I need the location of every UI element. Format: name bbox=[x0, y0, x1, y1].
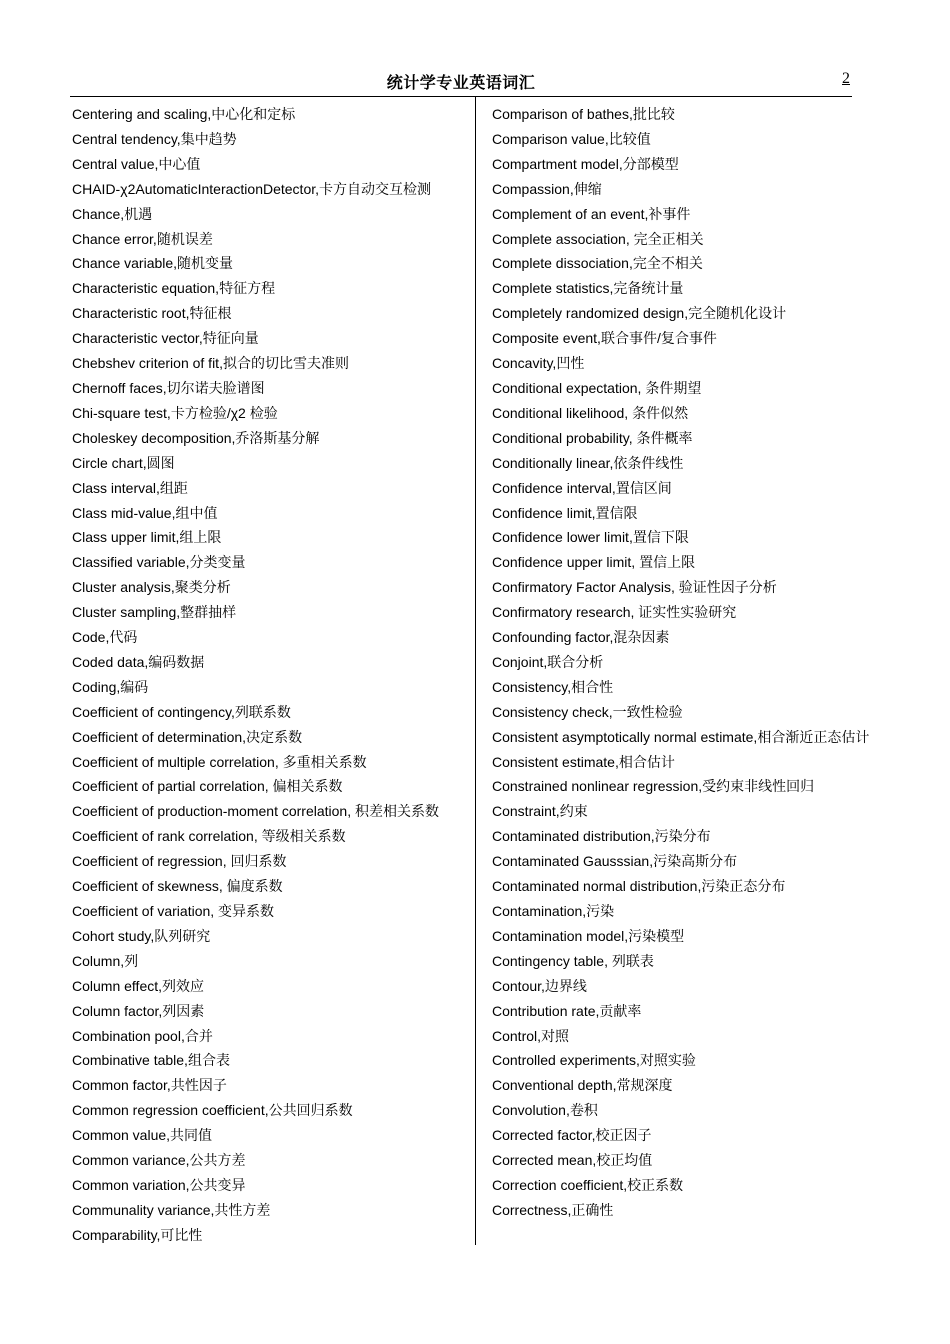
term-entry: Cluster sampling,整群抽样 bbox=[72, 604, 237, 621]
term-entry: Conditional expectation, 条件期望 bbox=[492, 379, 702, 396]
term-entry: Coding,编码 bbox=[72, 678, 149, 695]
term-entry: Communality variance,共性方差 bbox=[72, 1201, 271, 1218]
term-entry: Confidence lower limit,置信下限 bbox=[492, 529, 689, 546]
term-entry: Consistent asymptotically normal estimate,相合渐近正态估计 bbox=[492, 728, 870, 745]
term-entry: Coefficient of rank correlation, 等级相关系数 bbox=[72, 828, 346, 845]
term-entry: Cluster analysis,聚类分析 bbox=[72, 579, 231, 596]
term-entry: Control,对照 bbox=[492, 1027, 570, 1044]
term-entry: Classified variable,分类变量 bbox=[72, 554, 246, 571]
term-entry: Consistency check,一致性检验 bbox=[492, 703, 683, 720]
term-entry: Contour,边界线 bbox=[492, 977, 587, 994]
term-entry: Common variation,公共变异 bbox=[72, 1176, 246, 1193]
term-entry: Comparability,可比性 bbox=[72, 1226, 203, 1243]
term-entry: Common variance,公共方差 bbox=[72, 1152, 246, 1169]
term-entry: Column,列 bbox=[72, 952, 139, 969]
term-entry: Conjoint,联合分析 bbox=[492, 653, 604, 670]
page-header bbox=[70, 64, 852, 97]
term-entry: Consistent estimate,相合估计 bbox=[492, 753, 675, 770]
right-term-column bbox=[492, 102, 872, 1223]
term-entry: Confidence limit,置信限 bbox=[492, 504, 638, 521]
term-entry: Confirmatory research, 证实性实验研究 bbox=[492, 604, 737, 621]
term-entry: Complete association, 完全正相关 bbox=[492, 230, 704, 247]
term-entry: Contaminated Gausssian,污染高斯分布 bbox=[492, 853, 738, 870]
term-entry: Contribution rate,贡献率 bbox=[492, 1002, 642, 1019]
term-entry: Completely randomized design,完全随机化设计 bbox=[492, 305, 787, 322]
term-entry: Centering and scaling,中心化和定标 bbox=[72, 106, 296, 122]
term-entry: Compartment model,分部模型 bbox=[492, 155, 679, 172]
term-entry: Contamination model,污染模型 bbox=[492, 927, 685, 944]
term-entry: Conditional probability, 条件概率 bbox=[492, 429, 693, 446]
term-entry: Central value,中心值 bbox=[72, 155, 201, 172]
term-entry: Choleskey decomposition,乔洛斯基分解 bbox=[72, 429, 320, 446]
term-entry: Central tendency,集中趋势 bbox=[72, 130, 237, 147]
term-entry: Convolution,卷积 bbox=[492, 1102, 598, 1119]
term-entry: Combination pool,合并 bbox=[72, 1027, 213, 1044]
column-divider bbox=[475, 97, 476, 1245]
term-entry: Common value,共同值 bbox=[72, 1127, 213, 1144]
term-entry: Conventional depth,常规深度 bbox=[492, 1077, 673, 1094]
term-entry: Cohort study,队列研究 bbox=[72, 927, 211, 944]
term-entry: Constraint,约束 bbox=[492, 803, 588, 820]
term-entry: Coefficient of variation, 变异系数 bbox=[72, 903, 275, 919]
term-entry: Controlled experiments,对照实验 bbox=[492, 1052, 696, 1069]
term-entry: Confounding factor,混杂因素 bbox=[492, 629, 670, 646]
term-entry: Chance error,随机误差 bbox=[72, 230, 213, 247]
term-entry: Corrected factor,校正因子 bbox=[492, 1127, 652, 1144]
term-entry: Complete dissociation,完全不相关 bbox=[492, 255, 703, 272]
term-entry: Class upper limit,组上限 bbox=[72, 529, 222, 546]
term-entry: Coefficient of determination,决定系数 bbox=[72, 728, 303, 745]
term-entry: Code,代码 bbox=[72, 629, 138, 646]
term-entry: Chance variable,随机变量 bbox=[72, 255, 234, 272]
term-entry: Consistency,相合性 bbox=[492, 678, 614, 695]
term-entry: Circle chart,圆图 bbox=[72, 454, 175, 471]
term-entry: Composite event,联合事件/复合事件 bbox=[492, 330, 717, 347]
term-entry: Comparison value,比较值 bbox=[492, 130, 651, 147]
term-entry: Characteristic equation,特征方程 bbox=[72, 280, 276, 297]
term-entry: Confidence interval,置信区间 bbox=[492, 479, 672, 496]
term-entry: Contingency table, 列联表 bbox=[492, 952, 654, 969]
term-entry: Column effect,列效应 bbox=[72, 977, 205, 994]
term-entry: Compassion,伸缩 bbox=[492, 180, 602, 197]
term-entry: Comparison of bathes,批比较 bbox=[492, 106, 675, 122]
term-entry: Coefficient of contingency,列联系数 bbox=[72, 703, 291, 720]
term-entry: Correction coefficient,校正系数 bbox=[492, 1176, 684, 1193]
term-entry: Conditional likelihood, 条件似然 bbox=[492, 404, 689, 421]
term-entry: Contamination,污染 bbox=[492, 903, 615, 919]
term-entry: CHAID-χ2AutomaticInteractionDetector,卡方自动交互检测 bbox=[72, 180, 432, 197]
term-entry: Coded data,编码数据 bbox=[72, 653, 205, 670]
term-entry: Complement of an event,补事件 bbox=[492, 205, 691, 222]
term-entry: Chebshev criterion of fit,拟合的切比雪夫准则 bbox=[72, 355, 349, 372]
term-entry: Correctness,正确性 bbox=[492, 1201, 614, 1218]
term-entry: Confidence upper limit, 置信上限 bbox=[492, 554, 696, 571]
term-entry: Corrected mean,校正均值 bbox=[492, 1152, 653, 1169]
term-entry: Coefficient of production-moment correlation, 积差相关系数 bbox=[72, 803, 439, 820]
term-entry: Class interval,组距 bbox=[72, 479, 188, 496]
term-entry: Characteristic vector,特征向量 bbox=[72, 330, 259, 347]
term-entry: Coefficient of regression, 回归系数 bbox=[72, 853, 287, 870]
term-entry: Chi-square test,卡方检验/χ2 检验 bbox=[72, 404, 278, 421]
term-entry: Coefficient of skewness, 偏度系数 bbox=[72, 878, 283, 895]
term-entry: Contaminated normal distribution,污染正态分布 bbox=[492, 878, 786, 895]
term-entry: Chernoff faces,切尔诺夫脸谱图 bbox=[72, 379, 265, 396]
term-entry: Concavity,凹性 bbox=[492, 355, 585, 372]
term-entry: Chance,机遇 bbox=[72, 205, 153, 222]
term-entry: Conditionally linear,依条件线性 bbox=[492, 454, 684, 471]
page-title: 统计学专业英语词汇 bbox=[386, 75, 536, 92]
term-entry: Common regression coefficient,公共回归系数 bbox=[72, 1102, 353, 1119]
term-entry: Combinative table,组合表 bbox=[72, 1052, 230, 1069]
term-entry: Characteristic root,特征根 bbox=[72, 305, 232, 322]
page-number: 2 bbox=[842, 70, 850, 87]
term-entry: Complete statistics,完备统计量 bbox=[492, 280, 684, 297]
term-entry: Common factor,共性因子 bbox=[72, 1077, 227, 1094]
term-entry: Class mid-value,组中值 bbox=[72, 504, 218, 521]
term-entry: Coefficient of partial correlation, 偏相关系数 bbox=[72, 778, 343, 795]
left-term-column bbox=[72, 102, 468, 1248]
term-entry: Confirmatory Factor Analysis, 验证性因子分析 bbox=[492, 579, 777, 596]
term-entry: Constrained nonlinear regression,受约束非线性回归 bbox=[492, 778, 815, 795]
term-entry: Coefficient of multiple correlation, 多重相关系数 bbox=[72, 753, 367, 770]
term-entry: Column factor,列因素 bbox=[72, 1002, 205, 1019]
term-entry: Contaminated distribution,污染分布 bbox=[492, 828, 711, 845]
